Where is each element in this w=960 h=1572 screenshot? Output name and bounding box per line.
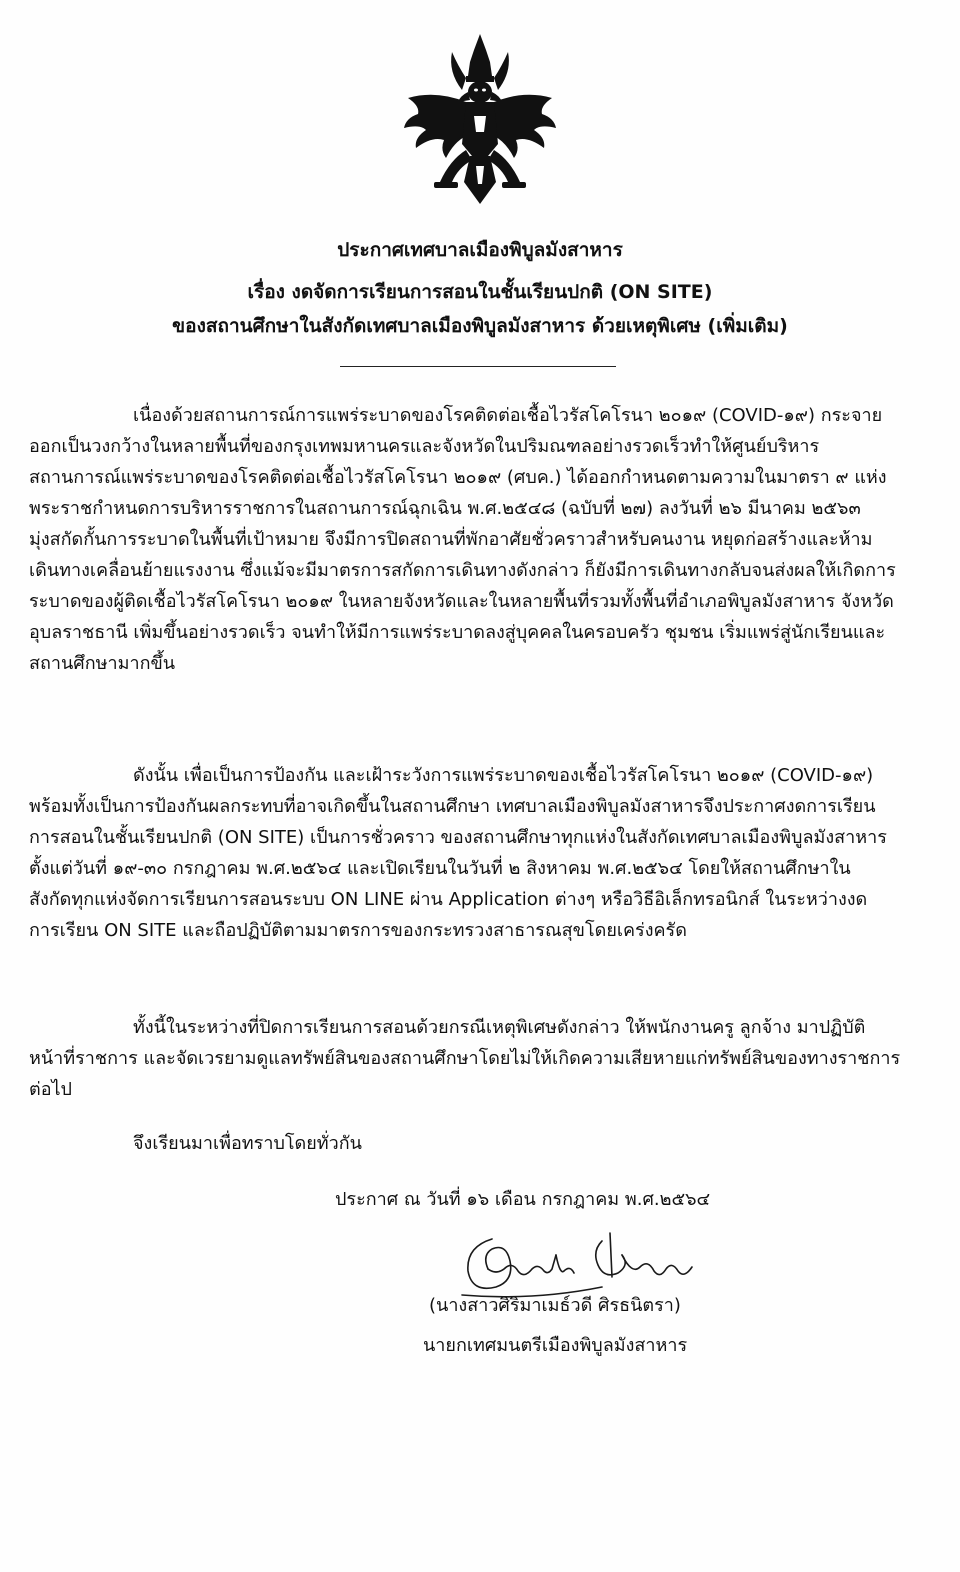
paragraph-line: ดังนั้น เพื่อเป็นการป้องกัน และเฝ้าระวังการแพร่ระบาดของเชื้อไวรัสโคโรนา ๒๐๑๙ (COVID-๑๙) xyxy=(133,765,874,786)
signer-name: (นางสาวศิริมาเมธ์วดี ศิรธนิตรา) xyxy=(429,1295,681,1316)
closing-line: จึงเรียนมาเพื่อทราบโดยทั่วกัน xyxy=(133,1133,362,1154)
signer-title: นายกเทศมนตรีเมืองพิบูลมังสาหาร xyxy=(423,1335,688,1356)
paragraph-line: พร้อมทั้งเป็นการป้องกันผลกระทบที่อาจเกิดขึ้นในสถานศึกษา เทศบาลเมืองพิบูลมังสาหารจึงประกาศงดการเรียน xyxy=(29,796,876,817)
paragraph-staff-duty xyxy=(29,1012,931,1105)
announcement-issuer: ประกาศเทศบาลเมืองพิบูลมังสาหาร xyxy=(337,239,623,261)
paragraph-line: ทั้งนี้ในระหว่างที่ปิดการเรียนการสอนด้วยกรณีเหตุพิเศษดังกล่าว ให้พนักงานครู ลูกจ้าง มาปฏิบัติ xyxy=(133,1017,866,1038)
paragraph-line: ตั้งแต่วันที่ ๑๙-๓๐ กรกฎาคม พ.ศ.๒๕๖๔ และเปิดเรียนในวันที่ ๒ สิงหาคม พ.ศ.๒๕๖๔ โดยให้สถานศึกษาใน xyxy=(29,858,851,879)
paragraph-line: พระราชกำหนดการบริหารราชการในสถานการณ์ฉุกเฉิน พ.ศ.๒๕๔๘ (ฉบับที่ ๒๗) ลงวันที่ ๒๖ มีนาคม ๒๕๖๓ xyxy=(29,498,861,519)
heading-divider xyxy=(340,366,616,367)
paragraph-line: อุบลราชธานี เพิ่มขึ้นอย่างรวดเร็ว จนทำให้มีการแพร่ระบาดลงสู่บุคคลในครอบครัว ชุมชน เริ่มแพร่สู่นักเรียนและ xyxy=(29,622,886,643)
paragraph-measures xyxy=(29,760,931,946)
paragraph-line: ระบาดของผู้ติดเชื้อไวรัสโคโรนา ๒๐๑๙ ในหลายจังหวัดและในหลายพื้นที่รวมทั้งพื้นที่อำเภอพิบูลมังสาหาร จังหวัด xyxy=(29,591,894,612)
paragraph-line: สถานศึกษามากขึ้น xyxy=(29,653,176,674)
announcement-scope: ของสถานศึกษาในสังกัดเทศบาลเมืองพิบูลมังสาหาร ด้วยเหตุพิเศษ (เพิ่มเติม) xyxy=(172,315,788,337)
announcement-date: ประกาศ ณ วันที่ ๑๖ เดือน กรกฎาคม พ.ศ.๒๕๖๔ xyxy=(335,1189,711,1210)
paragraph-line: ออกเป็นวงกว้างในหลายพื้นที่ของกรุงเทพมหานครและจังหวัดในปริมณฑลอย่างรวดเร็วทำให้ศูนย์บริหาร xyxy=(29,436,820,457)
paragraph-background xyxy=(29,400,931,679)
paragraph-line: ต่อไป xyxy=(29,1079,72,1100)
paragraph-line: การสอนในชั้นเรียนปกติ (ON SITE) เป็นการชั่วคราว ของสถานศึกษาทุกแห่งในสังกัดเทศบาลเมืองพิบูลมังสาหาร xyxy=(29,827,887,848)
paragraph-line: การเรียน ON SITE และถือปฏิบัติตามมาตรการของกระทรวงสาธารณสุขโดยเคร่งครัด xyxy=(29,920,687,941)
paragraph-line: เนื่องด้วยสถานการณ์การแพร่ระบาดของโรคติดต่อเชื้อไวรัสโคโรนา ๒๐๑๙ (COVID-๑๙) กระจาย xyxy=(133,405,883,426)
announcement-subject: เรื่อง งดจัดการเรียนการสอนในชั้นเรียนปกติ (ON SITE) xyxy=(247,281,713,303)
paragraph-line: สถานการณ์แพร่ระบาดของโรคติดต่อเชื้อไวรัสโคโรนา ๒๐๑๙ (ศบค.) ได้ออกกำหนดตามความในมาตรา ๙ แห่ง xyxy=(29,467,887,488)
garuda-emblem-icon xyxy=(400,32,560,207)
paragraph-line: เดินทางเคลื่อนย้ายแรงงาน ซึ่งแม้จะมีมาตรการสกัดการเดินทางดังกล่าว ก็ยังมีการเดินทางกลับจนส่งผลให้เกิดการ xyxy=(29,560,896,581)
paragraph-line: หน้าที่ราชการ และจัดเวรยามดูแลทรัพย์สินของสถานศึกษาโดยไม่ให้เกิดความเสียหายแก่ทรัพย์สินของทางราชการ xyxy=(29,1048,901,1069)
paragraph-line: มุ่งสกัดกั้นการระบาดในพื้นที่เป้าหมาย จึงมีการปิดสถานที่พักอาศัยชั่วคราวสำหรับคนงาน หยุดก่อสร้างและห้าม xyxy=(29,529,873,550)
paragraph-line: สังกัดทุกแห่งจัดการเรียนการสอนระบบ ON LINE ผ่าน Application ต่างๆ หรือวิธีอิเล็กทรอนิกส์ ในระหว่างงด xyxy=(29,889,868,910)
